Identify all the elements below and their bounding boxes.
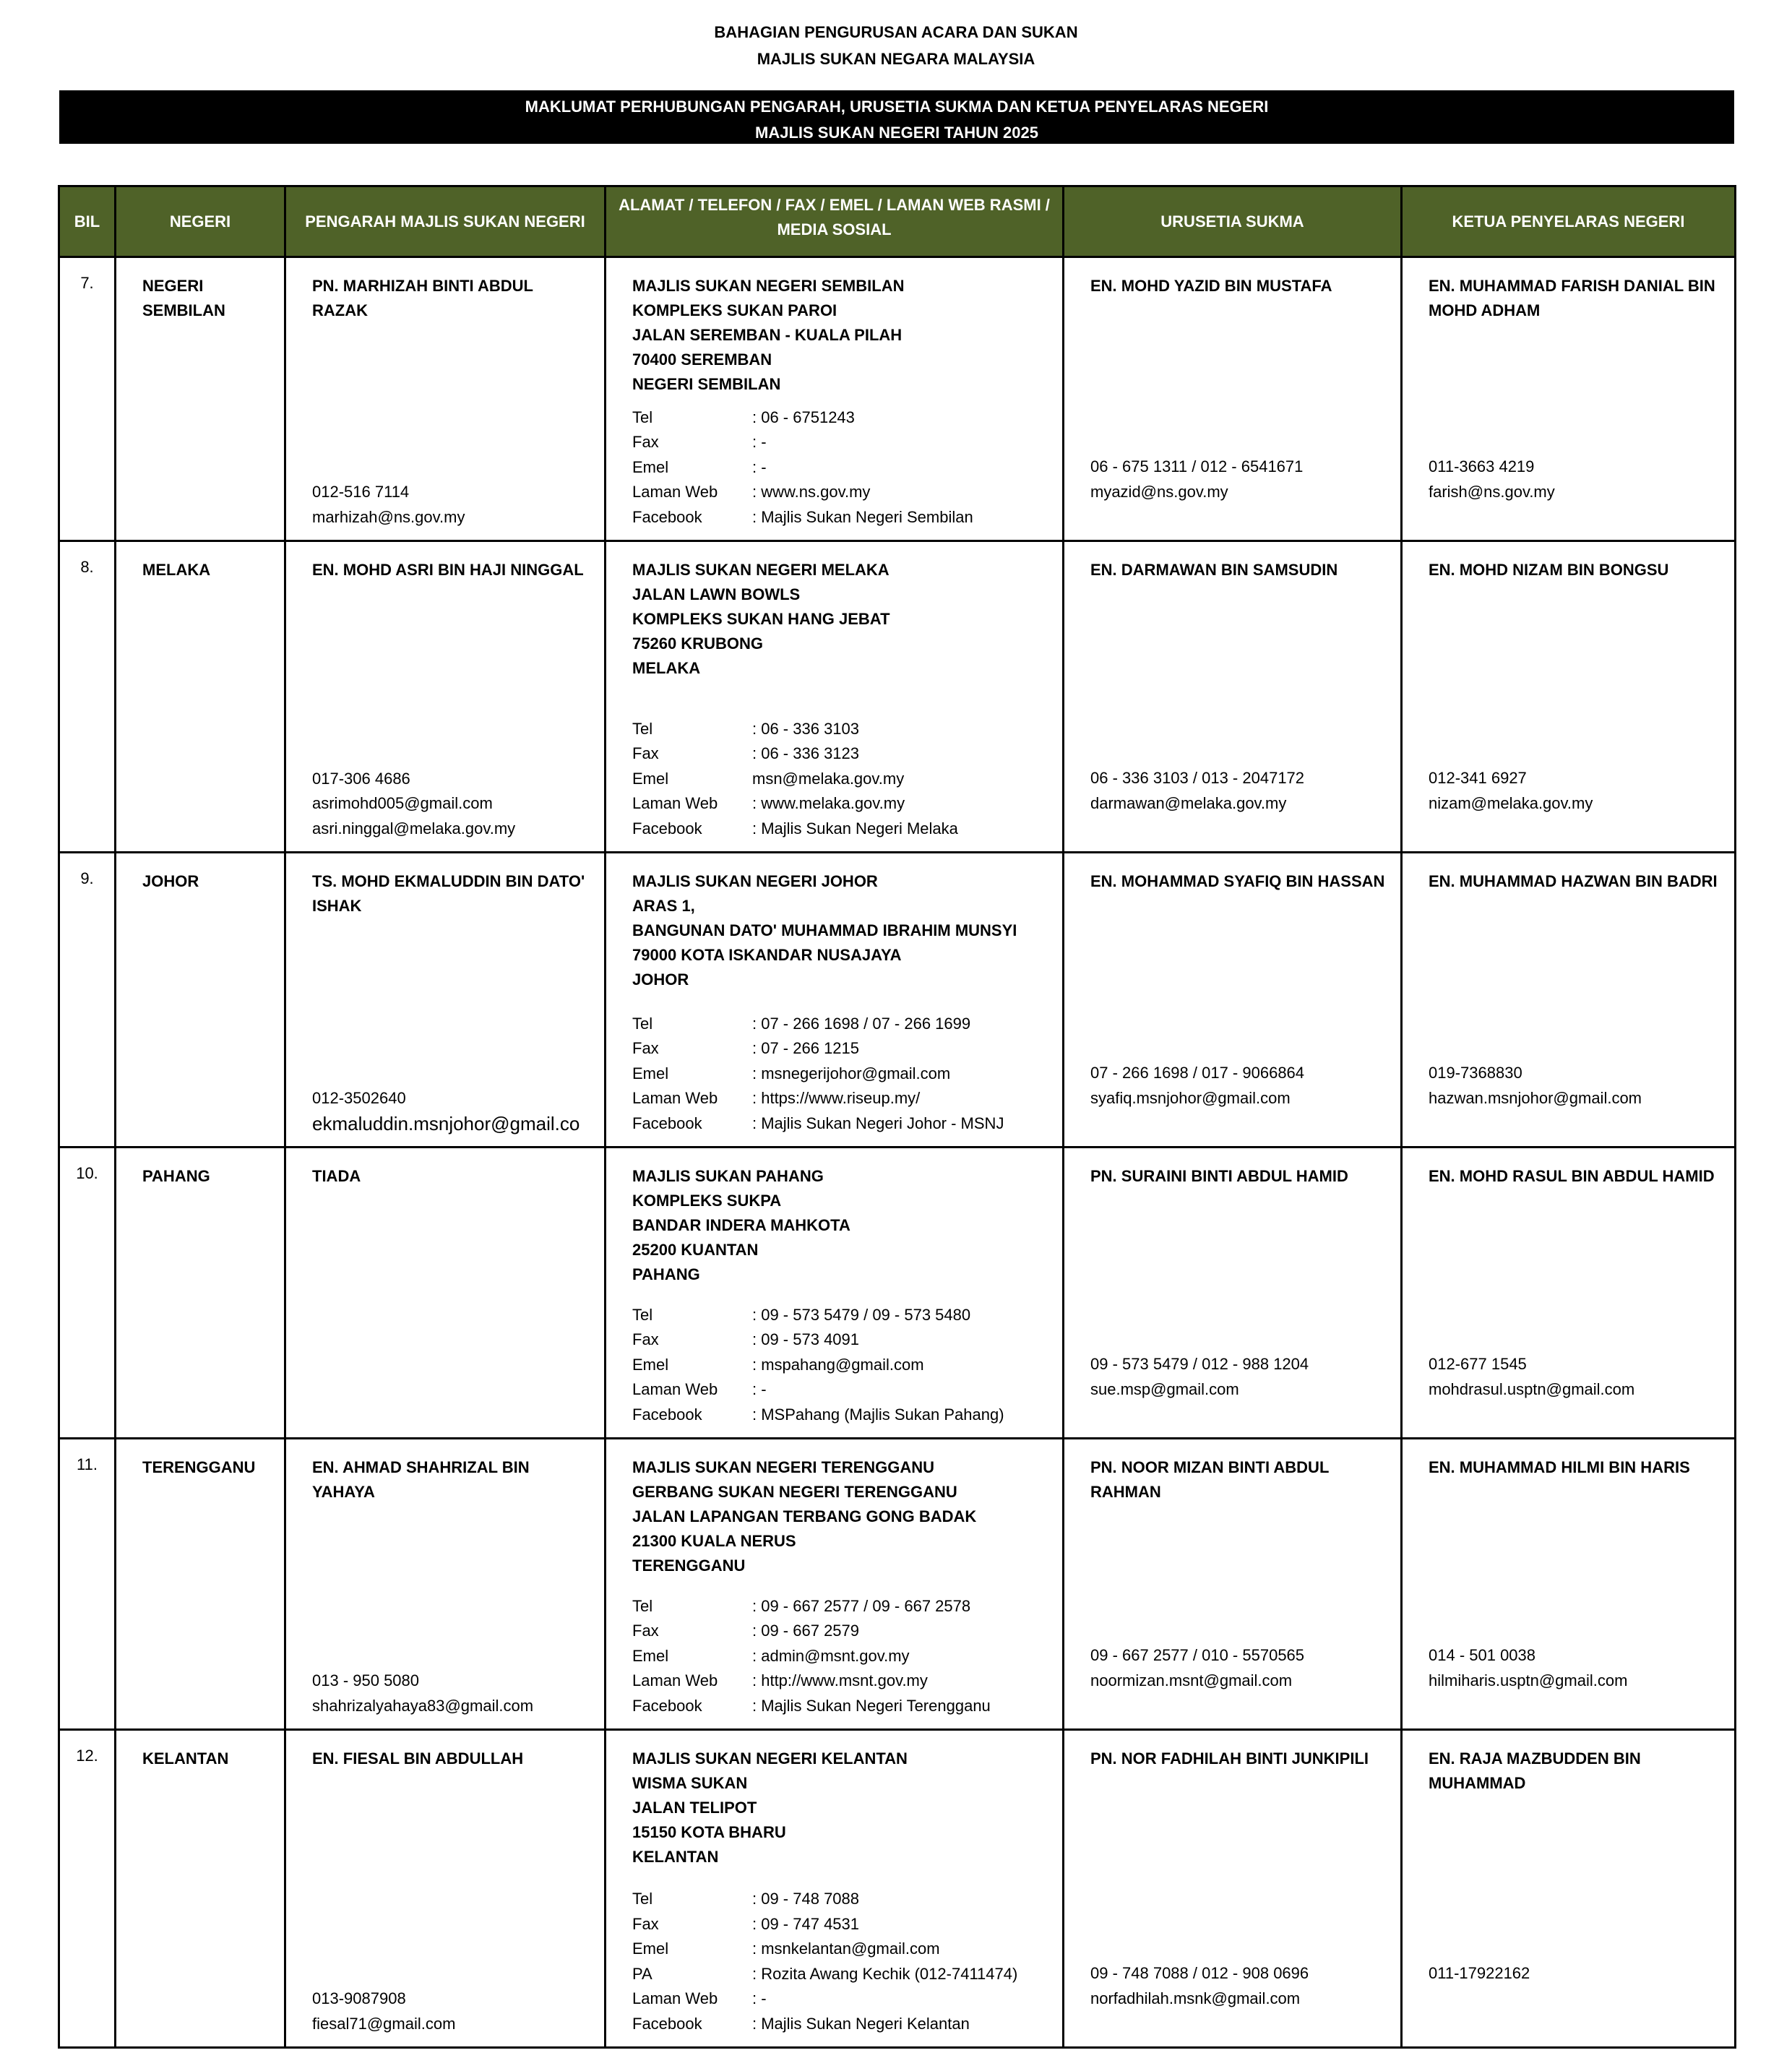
cell-urusetia [1064, 541, 1402, 853]
contact-label: Laman Web [632, 1671, 718, 1689]
secretariat-phone: 09 - 573 5479 / 012 - 988 1204 [1090, 1355, 1309, 1373]
contact-label: Laman Web [632, 794, 718, 812]
cell-alamat [606, 1148, 1064, 1439]
cell-pengarah [285, 1148, 606, 1439]
column-header-ketua: KETUA PENYELARAS NEGERI [1402, 186, 1736, 257]
contact-label: Fax [632, 744, 659, 762]
coordinator-email: farish@ns.gov.my [1429, 482, 1555, 501]
contact-label: Laman Web [632, 1380, 718, 1398]
state-name: PAHANG [142, 1167, 210, 1185]
director-email: fiesal71@gmail.com [312, 2014, 456, 2033]
cell-negeri [116, 541, 285, 853]
secretariat-phone: 06 - 675 1311 / 012 - 6541671 [1090, 457, 1304, 475]
secretariat-phone: 09 - 748 7088 / 012 - 908 0696 [1090, 1964, 1309, 1982]
contact-row [632, 1377, 1051, 1403]
cell-pengarah [285, 257, 606, 541]
contact-value: : Majlis Sukan Negeri Johor - MSNJ [752, 1114, 1004, 1132]
secretariat-email: myazid@ns.gov.my [1090, 482, 1228, 501]
cell-bil [59, 1148, 116, 1439]
cell-urusetia [1064, 853, 1402, 1148]
coordinator-email: nizam@melaka.gov.my [1429, 793, 1593, 812]
table-banner [59, 90, 1734, 144]
contact-value: : msnkelantan@gmail.com [752, 1939, 940, 1958]
cell-urusetia [1064, 1439, 1402, 1730]
address-line: BANGUNAN DATO' MUHAMMAD IBRAHIM MUNSYI [632, 921, 1017, 939]
state-name: TERENGGANU [142, 1458, 256, 1476]
table-row [59, 541, 1736, 853]
contact-label: Facebook [632, 1114, 702, 1132]
address-line: 75260 KRUBONG [632, 634, 763, 653]
cell-bil [59, 853, 116, 1148]
director-name: PN. MARHIZAH BINTI ABDUL RAZAK [312, 277, 533, 319]
coordinator-name: EN. MOHD RASUL BIN ABDUL HAMID [1429, 1167, 1715, 1185]
contact-value: : 09 - 573 4091 [752, 1330, 860, 1348]
director-name: EN. AHMAD SHAHRIZAL BIN YAHAYA [312, 1458, 530, 1501]
secretariat-email: sue.msp@gmail.com [1090, 1379, 1239, 1398]
address-line: JALAN TELIPOT [632, 1799, 757, 1817]
coordinator-phone: 019-7368830 [1429, 1064, 1522, 1082]
address-line: 70400 SEREMBAN [632, 350, 772, 369]
coordinator-name: EN. MUHAMMAD HILMI BIN HARIS [1429, 1458, 1690, 1476]
contact-row [632, 1012, 1051, 1037]
contact-row [632, 1669, 1051, 1694]
banner-line-1: MAKLUMAT PERHUBUNGAN PENGARAH, URUSETIA SUKMA DAN KETUA PENYELARAS NEGERI [525, 98, 1269, 116]
address-line: ARAS 1, [632, 897, 695, 915]
cell-ketua [1402, 541, 1736, 853]
cell-pengarah [285, 853, 606, 1148]
contact-row [632, 1062, 1051, 1087]
cell-ketua [1402, 1730, 1736, 2048]
cell-negeri [116, 257, 285, 541]
director-phone: 012-516 7114 [312, 483, 410, 501]
contact-value: : Rozita Awang Kechik (012-7411474) [752, 1964, 1018, 1983]
contact-value: : 09 - 667 2577 / 09 - 667 2578 [752, 1596, 971, 1615]
contact-row [632, 1962, 1051, 1987]
contact-label: Facebook [632, 2014, 702, 2033]
contact-row [632, 1594, 1051, 1619]
address-line: MAJLIS SUKAN NEGERI KELANTAN [632, 1749, 908, 1768]
contact-row [632, 1303, 1051, 1328]
column-header-alamat: ALAMAT / TELEFON / FAX / EMEL / LAMAN WEB RASMI / MEDIA SOSIAL [606, 186, 1064, 257]
banner-line-2: MAJLIS SUKAN NEGERI TAHUN 2025 [755, 124, 1038, 142]
contact-label: Laman Web [632, 483, 718, 501]
director-name: TIADA [312, 1167, 361, 1185]
contact-value: : 07 - 266 1215 [752, 1039, 860, 1057]
contact-label: Facebook [632, 1696, 702, 1715]
contact-row [632, 1694, 1051, 1719]
director-phone: 013 - 950 5080 [312, 1671, 420, 1689]
address-line: JALAN SEREMBAN - KUALA PILAH [632, 326, 903, 344]
table-row [59, 853, 1736, 1148]
contact-row [632, 2012, 1051, 2037]
contact-row [632, 430, 1051, 455]
coordinator-phone: 014 - 501 0038 [1429, 1646, 1536, 1664]
director-phone: 017-306 4686 [312, 769, 410, 788]
contact-row [632, 1912, 1051, 1937]
secretariat-phone: 09 - 667 2577 / 010 - 5570565 [1090, 1646, 1305, 1664]
contact-row [632, 1619, 1051, 1644]
coordinator-name: EN. RAJA MAZBUDDEN BIN MUHAMMAD [1429, 1749, 1641, 1792]
contact-row [632, 455, 1051, 481]
contact-value: : - [752, 457, 767, 476]
address-block [632, 1164, 1051, 1287]
column-header-negeri: NEGERI [116, 186, 285, 257]
cell-ketua [1402, 1439, 1736, 1730]
contact-label: Tel [632, 1014, 653, 1033]
state-name: KELANTAN [142, 1749, 229, 1768]
cell-bil [59, 1730, 116, 2048]
contact-value: : www.melaka.gov.my [752, 794, 905, 812]
address-line: JALAN LAWN BOWLS [632, 585, 801, 603]
cell-alamat [606, 1439, 1064, 1730]
contact-value: : - [752, 433, 767, 451]
state-name: MELAKA [142, 561, 211, 579]
coordinator-phone: 012-677 1545 [1429, 1355, 1527, 1373]
contact-value: : Majlis Sukan Negeri Terengganu [752, 1696, 991, 1715]
contact-value: : www.ns.gov.my [752, 483, 871, 501]
director-email: asrimohd005@gmail.com [312, 794, 493, 812]
cell-alamat [606, 1730, 1064, 2048]
contact-label: Fax [632, 1039, 659, 1057]
contact-details [632, 1594, 1051, 1719]
contact-label: Emel [632, 1064, 669, 1082]
secretariat-name: PN. SURAINI BINTI ABDUL HAMID [1090, 1167, 1348, 1185]
contact-label: Emel [632, 1355, 669, 1374]
table-header-row [59, 186, 1736, 257]
contact-label: Fax [632, 1330, 659, 1348]
cell-alamat [606, 257, 1064, 541]
contact-label: Laman Web [632, 1089, 718, 1107]
coordinator-email: hilmiharis.usptn@gmail.com [1429, 1671, 1628, 1689]
contact-row [632, 505, 1051, 530]
address-line: JALAN LAPANGAN TERBANG GONG BADAK [632, 1507, 977, 1525]
secretariat-email: noormizan.msnt@gmail.com [1090, 1671, 1293, 1689]
contact-value: : 09 - 747 4531 [752, 1914, 860, 1933]
contact-value: : 06 - 336 3103 [752, 719, 860, 738]
address-line: KOMPLEKS SUKAN PAROI [632, 301, 837, 319]
cell-alamat [606, 853, 1064, 1148]
contact-label: Tel [632, 408, 653, 426]
address-line: MAJLIS SUKAN NEGERI JOHOR [632, 872, 878, 890]
address-line: MAJLIS SUKAN PAHANG [632, 1167, 824, 1185]
address-line: 25200 KUANTAN [632, 1241, 759, 1259]
contact-value: : 09 - 748 7088 [752, 1890, 860, 1908]
column-header-bil: BIL [59, 186, 116, 257]
column-header-urusetia: URUSETIA SUKMA [1064, 186, 1402, 257]
contact-value: msn@melaka.gov.my [752, 769, 905, 788]
row-number: 12. [76, 1747, 98, 1765]
table-row [59, 1148, 1736, 1439]
contact-value: : Majlis Sukan Negeri Melaka [752, 819, 958, 838]
contact-row [632, 817, 1051, 842]
address-block [632, 1455, 1051, 1578]
contact-label: Emel [632, 457, 669, 476]
contact-row [632, 480, 1051, 505]
contact-row [632, 1086, 1051, 1111]
secretariat-email: darmawan@melaka.gov.my [1090, 793, 1287, 812]
director-email: shahrizalyahaya83@gmail.com [312, 1696, 534, 1715]
contact-label: Laman Web [632, 1989, 718, 2007]
contact-row [632, 1937, 1051, 1962]
director-email: ekmaluddin.msnjohor@gmail.co [312, 1112, 580, 1135]
cell-negeri [116, 1439, 285, 1730]
secretariat-name: EN. MOHAMMAD SYAFIQ BIN HASSAN [1090, 872, 1385, 890]
address-line: KOMPLEKS SUKPA [632, 1192, 782, 1210]
contact-details [632, 405, 1051, 530]
contact-value: : - [752, 1380, 767, 1398]
cell-urusetia [1064, 1148, 1402, 1439]
contact-value: : 07 - 266 1698 / 07 - 266 1699 [752, 1014, 971, 1033]
address-line: MAJLIS SUKAN NEGERI MELAKA [632, 561, 889, 579]
director-email: marhizah@ns.gov.my [312, 507, 465, 526]
contact-value: : 06 - 336 3123 [752, 744, 860, 762]
contact-row [632, 1644, 1051, 1669]
contact-row [632, 767, 1051, 792]
row-number: 9. [80, 869, 94, 887]
row-number: 7. [80, 274, 94, 292]
secretariat-name: PN. NOR FADHILAH BINTI JUNKIPILI [1090, 1749, 1369, 1768]
address-line: TERENGGANU [632, 1557, 746, 1575]
address-line: KELANTAN [632, 1848, 719, 1866]
contact-label: Fax [632, 1622, 659, 1640]
cell-urusetia [1064, 257, 1402, 541]
contact-row [632, 717, 1051, 742]
secretariat-phone: 07 - 266 1698 / 017 - 9066864 [1090, 1064, 1305, 1082]
document-subtitle: MAJLIS SUKAN NEGARA MALAYSIA [757, 50, 1035, 68]
director-phone: 013-9087908 [312, 1989, 406, 2007]
contact-label: Fax [632, 433, 659, 451]
contact-row [632, 1327, 1051, 1353]
cell-negeri [116, 1730, 285, 2048]
address-line: GERBANG SUKAN NEGERI TERENGGANU [632, 1483, 957, 1501]
contact-label: Facebook [632, 507, 702, 526]
address-line: MELAKA [632, 659, 701, 677]
contact-row [632, 741, 1051, 767]
cell-pengarah [285, 1439, 606, 1730]
address-line: BANDAR INDERA MAHKOTA [632, 1216, 850, 1234]
cell-ketua [1402, 853, 1736, 1148]
address-line: 79000 KOTA ISKANDAR NUSAJAYA [632, 946, 902, 964]
coordinator-email: hazwan.msnjohor@gmail.com [1429, 1088, 1642, 1107]
contact-row [632, 1111, 1051, 1137]
contact-value: : - [752, 1989, 767, 2007]
contact-details [632, 1012, 1051, 1137]
contact-value: : Majlis Sukan Negeri Sembilan [752, 507, 973, 526]
contact-label: Tel [632, 719, 653, 738]
address-line: KOMPLEKS SUKAN HANG JEBAT [632, 610, 890, 628]
address-line: WISMA SUKAN [632, 1774, 748, 1792]
address-line: 15150 KOTA BHARU [632, 1823, 786, 1841]
contact-details [632, 717, 1051, 842]
cell-pengarah [285, 541, 606, 853]
table-row [59, 1730, 1736, 2048]
contact-details [632, 1887, 1051, 2036]
state-name: JOHOR [142, 872, 199, 890]
address-block [632, 869, 1051, 992]
secretariat-phone: 06 - 336 3103 / 013 - 2047172 [1090, 769, 1305, 787]
secretariat-name: EN. MOHD YAZID BIN MUSTAFA [1090, 277, 1332, 295]
director-email-2: asri.ninggal@melaka.gov.my [312, 819, 516, 838]
director-phone: 012-3502640 [312, 1089, 406, 1107]
contact-label: Tel [632, 1890, 653, 1908]
cell-alamat [606, 541, 1064, 853]
contact-value: : admin@msnt.gov.my [752, 1646, 910, 1665]
contact-label: Tel [632, 1305, 653, 1324]
address-line: 21300 KUALA NERUS [632, 1532, 796, 1550]
coordinator-name: EN. MUHAMMAD HAZWAN BIN BADRI [1429, 872, 1718, 890]
contact-row [632, 1887, 1051, 1912]
contact-value: : http://www.msnt.gov.my [752, 1671, 928, 1689]
secretariat-email: syafiq.msnjohor@gmail.com [1090, 1088, 1291, 1107]
contact-value: : https://www.riseup.my/ [752, 1089, 921, 1107]
address-block [632, 274, 1051, 397]
director-name: TS. MOHD EKMALUDDIN BIN DATO' ISHAK [312, 872, 585, 915]
cell-pengarah [285, 1730, 606, 2048]
contact-value: : MSPahang (Majlis Sukan Pahang) [752, 1405, 1004, 1424]
coordinator-phone: 011-17922162 [1429, 1964, 1530, 1982]
contact-value: : mspahang@gmail.com [752, 1355, 924, 1374]
contact-label: Emel [632, 1646, 669, 1665]
cell-ketua [1402, 1148, 1736, 1439]
contact-value: : 09 - 667 2579 [752, 1622, 860, 1640]
coordinator-name: EN. MOHD NIZAM BIN BONGSU [1429, 561, 1669, 579]
cell-bil [59, 257, 116, 541]
address-line: MAJLIS SUKAN NEGERI TERENGGANU [632, 1458, 935, 1476]
coordinator-email: mohdrasul.usptn@gmail.com [1429, 1379, 1635, 1398]
contact-table [58, 185, 1736, 2049]
contact-label: Fax [632, 1914, 659, 1933]
contact-value: : msnegerijohor@gmail.com [752, 1064, 951, 1082]
document-title: BAHAGIAN PENGURUSAN ACARA DAN SUKAN [714, 23, 1078, 41]
director-name: EN. FIESAL BIN ABDULLAH [312, 1749, 524, 1768]
cell-negeri [116, 853, 285, 1148]
coordinator-phone: 012-341 6927 [1429, 769, 1527, 787]
address-block [632, 558, 1051, 681]
cell-negeri [116, 1148, 285, 1439]
contact-row [632, 1986, 1051, 2012]
row-number: 10. [76, 1164, 98, 1182]
address-line: JOHOR [632, 970, 689, 989]
contact-label: Tel [632, 1596, 653, 1615]
table-row [59, 257, 1736, 541]
contact-label: Emel [632, 769, 669, 788]
cell-bil [59, 541, 116, 853]
cell-ketua [1402, 257, 1736, 541]
address-line: NEGERI SEMBILAN [632, 375, 781, 393]
secretariat-name: PN. NOOR MIZAN BINTI ABDUL RAHMAN [1090, 1458, 1329, 1501]
contact-label: Facebook [632, 1405, 702, 1424]
contact-label: Emel [632, 1939, 669, 1958]
state-name: NEGERI SEMBILAN [142, 277, 225, 319]
director-name: EN. MOHD ASRI BIN HAJI NINGGAL [312, 561, 584, 579]
contact-row [632, 405, 1051, 431]
contact-row [632, 1036, 1051, 1062]
row-number: 8. [80, 558, 94, 576]
address-line: MAJLIS SUKAN NEGERI SEMBILAN [632, 277, 905, 295]
address-line: PAHANG [632, 1265, 700, 1283]
contact-value: : 09 - 573 5479 / 09 - 573 5480 [752, 1305, 971, 1324]
coordinator-phone: 011-3663 4219 [1429, 457, 1535, 475]
table-row [59, 1439, 1736, 1730]
contact-label: Facebook [632, 819, 702, 838]
secretariat-name: EN. DARMAWAN BIN SAMSUDIN [1090, 561, 1338, 579]
row-number: 11. [77, 1455, 98, 1473]
contact-label: PA [632, 1964, 652, 1983]
address-block [632, 1747, 1051, 1869]
contact-details [632, 1303, 1051, 1428]
contact-row [632, 1353, 1051, 1378]
cell-bil [59, 1439, 116, 1730]
contact-value: : Majlis Sukan Negeri Kelantan [752, 2014, 970, 2033]
contact-row [632, 1403, 1051, 1428]
contact-value: : 06 - 6751243 [752, 408, 855, 426]
column-header-pengarah: PENGARAH MAJLIS SUKAN NEGERI [285, 186, 606, 257]
cell-urusetia [1064, 1730, 1402, 2048]
contact-row [632, 791, 1051, 817]
secretariat-email: norfadhilah.msnk@gmail.com [1090, 1989, 1301, 2007]
coordinator-name: EN. MUHAMMAD FARISH DANIAL BIN MOHD ADHAM [1429, 277, 1715, 319]
